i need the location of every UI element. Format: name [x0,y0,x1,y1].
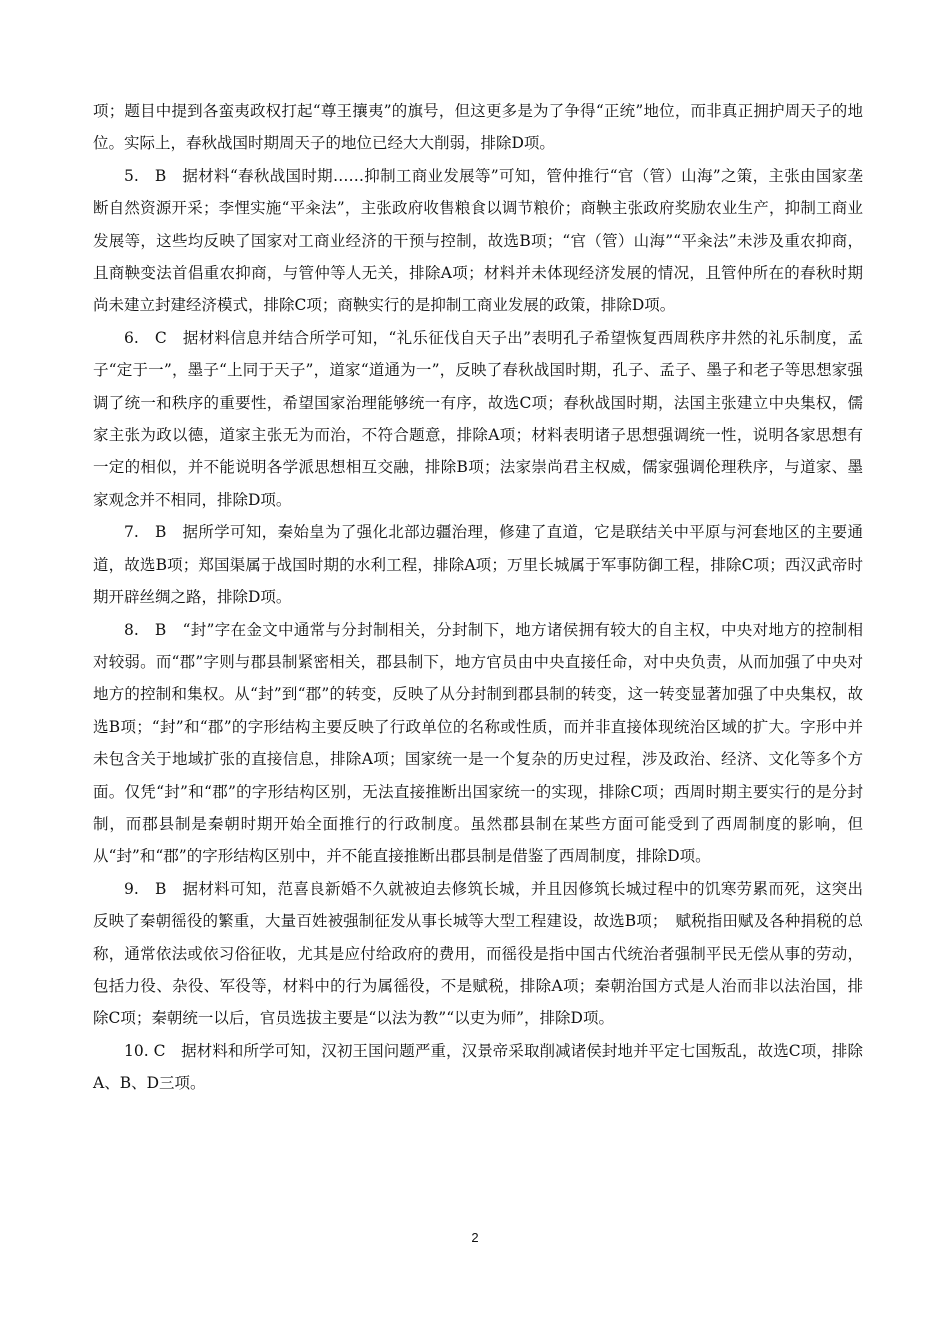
answer-5-explanation: 5. B 据材料“春秋战国时期……抑制工商业发展等”可知，管仲推行“官（管）山海”之策，主张由国家垄断自然资源开采；李悝实施“平籴法”，主张政府收售粮食以调节粮价；商鞅主张政府奖励农业生产，抑制工商业发展等，这些均反映了国家对工商业经济的干预与控制，故选B项；“官（管）山海”“平籴法”未涉及重农抑商，且商鞅变法首倡重农抑商，与管仲等人无关，排除A项；材料并未体现经济发展的情况，且管仲所在的春秋时期尚未建立封建经济模式，排除C项；商鞅实行的是抑制工商业发展的政策，排除D项。 [93,166,863,315]
paragraph-continuation: 项；题目中提到各蛮夷政权打起“尊王攘夷”的旗号，但这更多是为了争得“正统”地位，而非真正拥护周天子的地位。实际上，春秋战国时期周天子的地位已经大大削弱，排除D项。 [93,102,863,153]
answer-10-explanation: 10. C 据材料和所学可知，汉初王国问题严重，汉景帝采取削减诸侯封地并平定七国叛乱，故选C项，排除A、B、D三项。 [93,1041,863,1093]
answer-6-explanation: 6. C 据材料信息并结合所学可知，“礼乐征伐自天子出”表明孔子希望恢复西周秩序井然的礼乐制度，孟子“定于一”，墨子“上同于天子”，道家“道通为一”，反映了春秋战国时期，孔子、孟子、墨子和老子等思想家强调了统一和秩序的重要性，希望国家治理能够统一有序，故选C项；春秋战国时期，法国主张建立中央集权，儒家主张为政以德，道家主张无为而治，不符合题意，排除A项；材料表明诸子思想强调统一性，说明各家思想有一定的相似，并不能说明各学派思想相互交融，排除B项；法家崇尚君主权威，儒家强调伦理秩序，与道家、墨家观念并不相同，排除D项。 [93,328,863,509]
answer-explanations [93,95,863,1100]
page-number: 2 [471,1230,479,1245]
answer-7-explanation: 7. B 据所学可知，秦始皇为了强化北部边疆治理，修建了直道，它是联结关中平原与河套地区的主要通道，故选B项；郑国渠属于战国时期的水利工程，排除A项；万里长城属于军事防御工程，排除C项；西汉武帝时期开辟丝绸之路，排除D项。 [93,523,863,607]
answer-8-explanation: 8. B “封”字在金文中通常与分封制相关，分封制下，地方诸侯拥有较大的自主权，中央对地方的控制相对较弱。而“郡”字则与郡县制紧密相关，郡县制下，地方官员由中央直接任命，对中央负责，从而加强了中央对地方的控制和集权。从“封”到“郡”的转变，反映了从分封制到郡县制的转变，这一转变显著加强了中央集权，故选B项；“封”和“郡”的字形结构主要反映了行政单位的名称或性质，而并非直接体现统治区域的扩大。字形中并未包含关于地域扩张的直接信息，排除A项；国家统一是一个复杂的历史过程，涉及政治、经济、文化等多个方面。仅凭“封”和“郡”的字形结构区别，无法直接推断出国家统一的实现，排除C项；西周时期主要实行的是分封制，而郡县制是秦朝时期开始全面推行的行政制度。虽然郡县制在某些方面可能受到了西周制度的影响，但从“封”和“郡”的字形结构区别中，并不能直接推断出郡县制是借鉴了西周制度，排除D项。 [93,620,863,866]
answer-9-explanation: 9. B 据材料可知，范喜良新婚不久就被迫去修筑长城，并且因修筑长城过程中的饥寒劳累而死，这突出反映了秦朝徭役的繁重，大量百姓被强制征发从事长城等大型工程建设，故选B项； 赋税指田赋及各种捐税的总称，通常依法或依习俗征收，尤其是应付给政府的费用，而徭役是指中国古代统治者强制平民无偿从事的劳动，包括力役、杂役、军役等，材料中的行为属徭役，不是赋税，排除A项；秦朝治国方式是人治而非以法治国，排除C项；秦朝统一以后，官员选拔主要是“以法为教”“以吏为师”，排除D项。 [93,879,863,1028]
